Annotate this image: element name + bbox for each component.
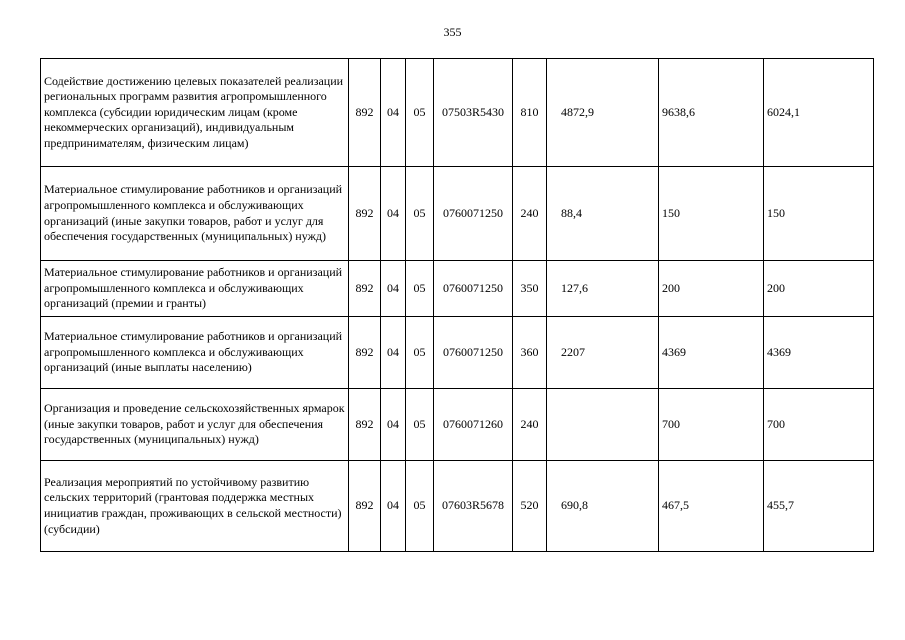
sum-year-1: 690,8 [547,461,659,552]
target-article-code: 0760071250 [434,167,513,261]
expense-type-code: 520 [513,461,547,552]
subsection-code: 05 [406,59,434,167]
subsection-code: 05 [406,167,434,261]
expense-type-code: 810 [513,59,547,167]
section-code: 04 [381,461,406,552]
table-row [41,389,874,461]
page-number: 355 [443,25,462,39]
sum-year-1 [547,389,659,461]
ministry-code: 892 [349,461,381,552]
row-name: Материальное стимулирование работников и организаций агропромышленного комплекса и обслуживающих организаций (иные закупки товаров, работ и услуг для обеспечения государственных (муниципальных) нужд) [41,167,349,261]
target-article-code: 0760071250 [434,317,513,389]
expense-type-code: 240 [513,167,547,261]
sum-year-3: 700 [764,389,874,461]
row-name: Материальное стимулирование работников и организаций агропромышленного комплекса и обслуживающих организаций (премии и гранты) [41,261,349,317]
section-code: 04 [381,167,406,261]
ministry-code: 892 [349,167,381,261]
sum-year-2: 200 [659,261,764,317]
subsection-code: 05 [406,317,434,389]
section-code: 04 [381,59,406,167]
ministry-code: 892 [349,261,381,317]
subsection-code: 05 [406,389,434,461]
sum-year-2: 467,5 [659,461,764,552]
budget-table [40,58,874,552]
target-article-code: 07503R5430 [434,59,513,167]
expense-type-code: 350 [513,261,547,317]
table-row [41,167,874,261]
sum-year-3: 455,7 [764,461,874,552]
target-article-code: 0760071260 [434,389,513,461]
sum-year-3: 6024,1 [764,59,874,167]
sum-year-1: 4872,9 [547,59,659,167]
row-name: Материальное стимулирование работников и организаций агропромышленного комплекса и обслуживающих организаций (иные выплаты населению) [41,317,349,389]
sum-year-2: 700 [659,389,764,461]
section-code: 04 [381,317,406,389]
sum-year-3: 200 [764,261,874,317]
table-row [41,317,874,389]
table-row [41,461,874,552]
section-code: 04 [381,261,406,317]
ministry-code: 892 [349,59,381,167]
sum-year-3: 150 [764,167,874,261]
target-article-code: 0760071250 [434,261,513,317]
sum-year-1: 2207 [547,317,659,389]
sum-year-1: 127,6 [547,261,659,317]
target-article-code: 07603R5678 [434,461,513,552]
sum-year-1: 88,4 [547,167,659,261]
row-name: Содействие достижению целевых показателей реализации региональных программ развития агропромышленного комплекса (субсидии юридическим лицам (кроме некоммерческих организаций), индивидуальным предпринимателям, физическим лицам) [41,59,349,167]
ministry-code: 892 [349,389,381,461]
sum-year-2: 4369 [659,317,764,389]
expense-type-code: 240 [513,389,547,461]
row-name: Организация и проведение сельскохозяйственных ярмарок (иные закупки товаров, работ и услуг для обеспечения государственных (муниципальных) нужд) [41,389,349,461]
sum-year-2: 9638,6 [659,59,764,167]
ministry-code: 892 [349,317,381,389]
row-name: Реализация мероприятий по устойчивому развитию сельских территорий (грантовая поддержка местных инициатив граждан, проживающих в сельской местности) (субсидии) [41,461,349,552]
table-row [41,59,874,167]
section-code: 04 [381,389,406,461]
expense-type-code: 360 [513,317,547,389]
sum-year-2: 150 [659,167,764,261]
subsection-code: 05 [406,261,434,317]
table-row [41,261,874,317]
sum-year-3: 4369 [764,317,874,389]
subsection-code: 05 [406,461,434,552]
